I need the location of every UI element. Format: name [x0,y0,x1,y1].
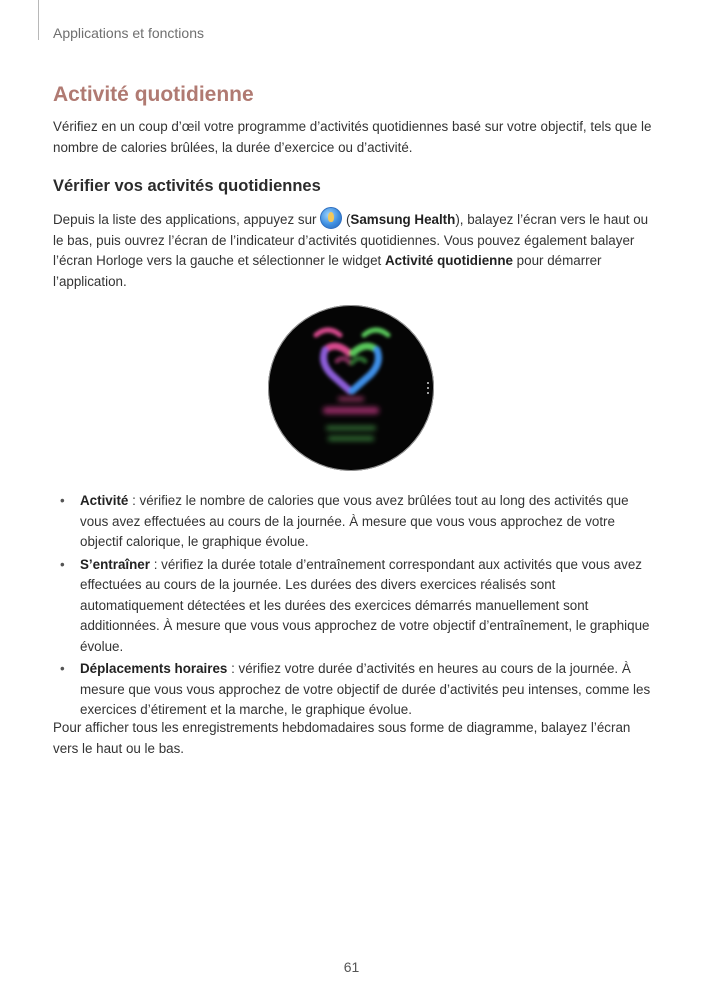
watch-screen [268,305,434,471]
instructions-text-start: Depuis la liste des applications, appuyez sur [53,212,321,227]
instructions-text-mid: ), balayez l’écran vers le haut ou le bas, puis ouvrez l’écran de l’indicateur d’activités quotidiennes. Vous pouvez également balayer l’écran Horloge vers la gauche et sélectionner le widget [53,212,649,268]
closing-paragraph: Pour afficher tous les enregistrements hebdomadaires sous forme de diagramme, balayez l’écran vers le haut ou le bas. [53,720,631,756]
list-item-text: : vérifiez la durée totale d’entraînement correspondant aux activités que vous avez effectuées au cours de la journée. Les durées des divers exercices réalisés sont automatiquement détectées et les durées des exercices démarrés manuellement sont additionnées. À mesure que vous vous approchez de votre objectif d’entraînement, le graphique évolue. [80,556,650,654]
list-item-text: : vérifiez le nombre de calories que vous avez brûlées tout au long des activités que vous avez effectuées au cours de la journée. À mesure que vous vous approchez de votre objectif calorique, le graphique évolue. [80,493,629,549]
margin-rule [38,0,39,40]
bullet-icon: • [60,556,65,572]
bullet-icon: • [60,493,65,508]
bullet-icon: • [60,661,65,676]
list-item-text: : vérifiez votre durée d’activités en heures au cours de la journée. À mesure que vous vous approchez de votre objectif de durée d’activités peu intenses, comme les exercices d’étirement et la marche, le graphique évolue. [80,661,651,717]
list-item-term: S’entraîner [80,556,150,572]
running-header: Applications et fonctions [53,25,204,41]
list-item-term: Activité [80,493,129,508]
list-item-term: Déplacements horaires [80,661,228,676]
widget-name: Activité quotidienne [384,253,513,268]
instructions-text-end: pour démarrer l’application. [53,253,602,289]
instructions-paragraph [53,207,653,292]
more-options-icon [427,382,430,394]
feature-list [53,491,653,723]
app-name: Samsung Health [350,212,456,227]
activity-heart-icon [268,305,434,471]
samsung-health-icon [320,207,342,229]
list-item [53,555,653,658]
subsection-title: Vérifier vos activités quotidiennes [53,177,321,195]
list-item [53,491,653,553]
page-number: 61 [343,959,360,975]
instructions-paren-open: ( [342,212,351,227]
section-title: Activité quotidienne [53,83,254,106]
list-item [53,659,653,721]
section-intro: Vérifiez en un coup d’œil votre programme d’activités quotidiennes basé sur votre objectif, tels que le nombre de calories brûlées, la durée d’exercice ou d’activité. [53,119,652,155]
